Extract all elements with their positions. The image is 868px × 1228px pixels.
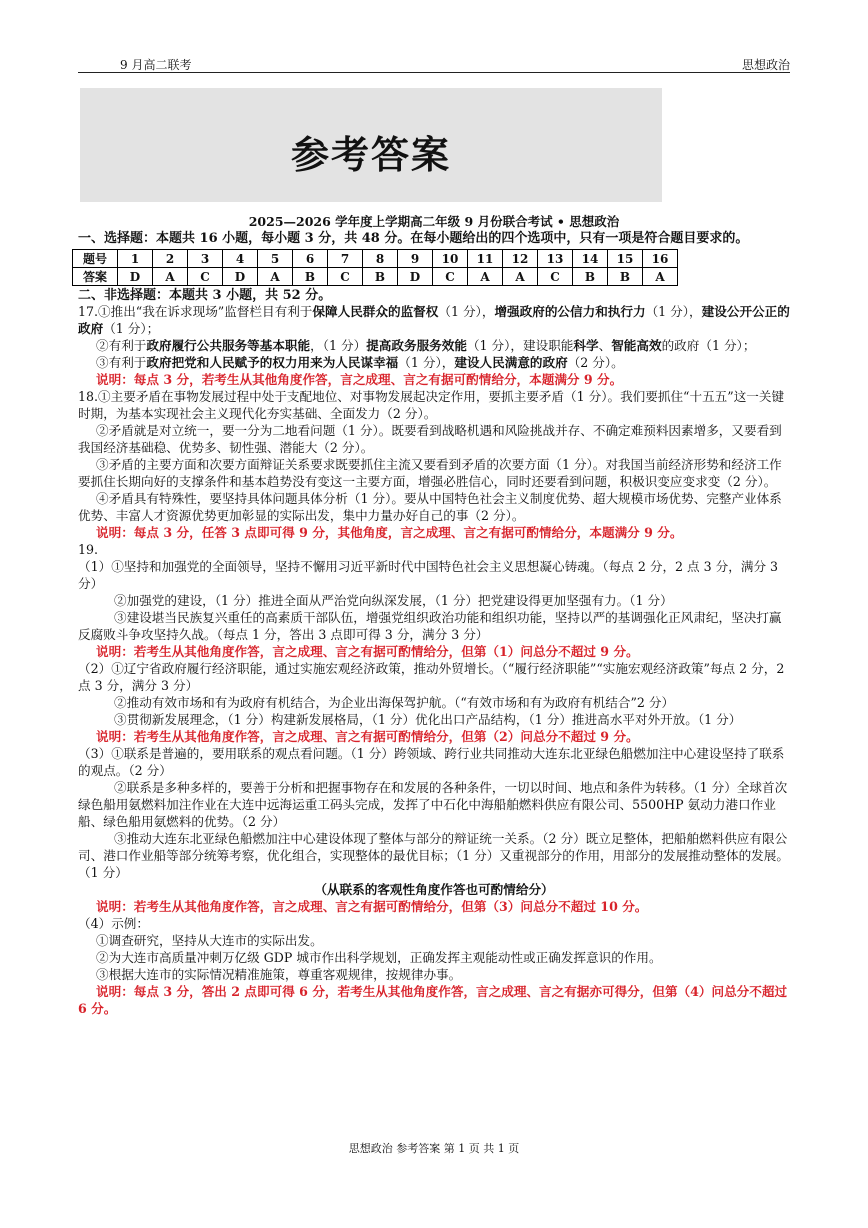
q19-s4-heading: （4）示例： <box>78 916 149 931</box>
question-number-cell: 12 <box>503 250 538 268</box>
doc-title: 2025—2026 学年度上学期高二年级 9 月份联合考试 • 思想政治 <box>248 214 620 229</box>
question-number-cell: 15 <box>608 250 643 268</box>
banner-title: 参考答案 <box>290 132 451 177</box>
q19-s3-center-note: （从联系的客观性角度作答也可酌情给分） <box>314 882 554 897</box>
section-1-heading: 一、选择题：本题共 16 小题，每小题 3 分，共 48 分。在每小题给出的四个选项中，只有一项是符合题目要求的。 <box>78 231 749 246</box>
question-number-cell: 7 <box>328 250 363 268</box>
answer-cell: C <box>328 268 363 286</box>
answer-cell: A <box>258 268 293 286</box>
q19-s4-point-3: ③根据大连市的实际情况精准施策，尊重客观规律，按规律办事。 <box>96 967 462 982</box>
answer-cell: C <box>188 268 223 286</box>
q19-s2-point-1: （2）①辽宁省政府履行经济职能，通过实施宏观经济政策，推动外贸增长。（“履行经济职能”“实施宏观经济政策”每点 2 分，2 点 3 分，满分 3 分） <box>78 661 785 693</box>
answer-content <box>78 213 790 1017</box>
question-number-cell: 8 <box>363 250 398 268</box>
q17-point-2: ②有利于政府履行公共服务等基本职能，（1 分）提高政务服务效能（1 分），建设职能科学、智能高效的政府（1 分）； <box>96 338 756 353</box>
q19-s1-point-3: ③建设堪当民族复兴重任的高素质干部队伍，增强党组织政治功能和组织功能，坚持以严的基调强化正风肃纪，坚决打赢反腐败斗争攻坚持久战。（每点 1 分，答出 3 点即可得 3 分，满分 3 分） <box>78 610 782 642</box>
table-row-numbers <box>73 250 678 268</box>
question-number-cell: 6 <box>293 250 328 268</box>
header-left: 9 月高二联考 <box>120 58 192 72</box>
table-row-answers <box>73 268 678 286</box>
question-number-cell: 1 <box>118 250 153 268</box>
q19-s4-point-1: ①调查研究，坚持从大连市的实际出发。 <box>96 933 323 948</box>
question-number-cell: 11 <box>468 250 503 268</box>
answer-cell: B <box>293 268 328 286</box>
header-right: 思想政治 <box>741 58 790 72</box>
q19-s3-point-1: （3）①联系是普遍的，要用联系的观点看问题。（1 分）跨领域、跨行业共同推动大连东北亚绿色船燃加注中心建设坚持了联系的观点。（2 分） <box>78 746 785 778</box>
q19-s2-point-3: ③贯彻新发展理念，（1 分）构建新发展格局，（1 分）优化出口产品结构，（1 分）推进高水平对外开放。（1 分） <box>114 712 742 727</box>
page-footer: 思想政治 参考答案 第 1 页 共 1 页 <box>348 1142 520 1155</box>
answer-cell: A <box>643 268 678 286</box>
question-number-cell: 16 <box>643 250 678 268</box>
q18-point-1: 18.①主要矛盾在事物发展过程中处于支配地位、对事物发展起决定作用，要抓主要矛盾（1 分）。我们要抓住“十五五”这一关键时期，为基本实现社会主义现代化夯实基础、全面发力（2 分）。 <box>78 389 785 421</box>
q17-point-3: ③有利于政府把党和人民赋予的权力用来为人民谋幸福（1 分），建设人民满意的政府（2 分）。 <box>96 355 624 370</box>
q18-point-4: ④矛盾具有特殊性，要坚持具体问题具体分析（1 分）。要从中国特色社会主义制度优势、超大规模市场优势、完整产业体系优势、丰富人才资源优势更加彰显的实际出发，集中力量办好自己的事（2 分）。 <box>78 491 782 523</box>
row-label-answer: 答案 <box>73 268 118 286</box>
question-number-cell: 2 <box>153 250 188 268</box>
q19-s3-point-2: ②联系是多种多样的，要善于分析和把握事物存在和发展的各种条件，一切以时间、地点和条件为转移。（1 分）全球首次绿色船用氨燃料加注作业在大连中远海运重工码头完成，发挥了中石化中海船舶燃料供应有限公司、5500HP 氨动力港口作业船、绿色船用氨燃料的优势。（2 分） <box>78 780 788 829</box>
q19-s1-point-2: ②加强党的建设，（1 分）推进全面从严治党向纵深发展，（1 分）把党建设得更加坚强有力。（1 分） <box>114 593 673 608</box>
answer-cell: D <box>398 268 433 286</box>
q19-s2-note: 说明：若考生从其他角度作答，言之成理、言之有据可酌情给分，但第（2）问总分不超过 9 分。 <box>96 729 639 744</box>
q19-s3-point-3: ③推动大连东北亚绿色船燃加注中心建设体现了整体与部分的辩证统一关系。（2 分）既立足整体，把船舶燃料供应有限公司、港口作业船等部分统筹考察，优化组合，实现整体的最优目标；（1 分）又重视部分的作用，用部分的发展推动整体的发展。（1 分） <box>78 831 789 880</box>
question-number-cell: 13 <box>538 250 573 268</box>
row-label-number: 题号 <box>73 250 118 268</box>
answer-table <box>72 249 678 286</box>
question-number-cell: 9 <box>398 250 433 268</box>
answer-cell: D <box>223 268 258 286</box>
q18-point-2: ②矛盾就是对立统一，要一分为二地看问题（1 分）。既要看到战略机遇和风险挑战并存、不确定难预料因素增多，又要看到我国经济基础稳、优势多、韧性强、潜能大（2 分）。 <box>78 423 782 455</box>
q19-s4-note: 说明：每点 3 分，答出 2 点即可得 6 分，若考生从其他角度作答，言之成理、言之有据亦可得分，但第（4）问总分不超过 6 分。 <box>78 984 788 1016</box>
q19-s2-point-2: ②推动有效市场和有为政府有机结合，为企业出海保驾护航。（“有效市场和有为政府有机结合”2 分） <box>114 695 675 710</box>
answer-cell: C <box>433 268 468 286</box>
q19-number: 19. <box>78 542 99 557</box>
q17-note: 说明：每点 3 分，若考生从其他角度作答，言之成理、言之有据可酌情给分，本题满分 9 分。 <box>96 372 623 387</box>
section-2-heading: 二、非选择题：本题共 3 小题，共 52 分。 <box>78 288 332 303</box>
question-number-cell: 4 <box>223 250 258 268</box>
question-number-cell: 14 <box>573 250 608 268</box>
title-banner <box>80 88 662 202</box>
q19-s3-note: 说明：若考生从其他角度作答，言之成理、言之有据可酌情给分，但第（3）问总分不超过 10 分。 <box>96 899 648 914</box>
answer-cell: B <box>573 268 608 286</box>
answer-cell: B <box>608 268 643 286</box>
question-number-cell: 5 <box>258 250 293 268</box>
q18-point-3: ③矛盾的主要方面和次要方面辩证关系要求既要抓住主流又要看到矛盾的次要方面（1 分）。对我国当前经济形势和经济工作要抓住长期向好的支撑条件和基本趋势没有变这一主要方面，增强必胜信心，同时还要看到问题，积极识变应变求变（2 分）。 <box>78 457 782 489</box>
answer-cell: A <box>468 268 503 286</box>
answer-cell: A <box>503 268 538 286</box>
answer-cell: D <box>118 268 153 286</box>
header-divider <box>78 72 790 73</box>
answer-cell: B <box>363 268 398 286</box>
q19-s1-note: 说明：若考生从其他角度作答，言之成理、言之有据可酌情给分，但第（1）问总分不超过 9 分。 <box>96 644 639 659</box>
question-number-cell: 10 <box>433 250 468 268</box>
answer-cell: C <box>538 268 573 286</box>
q18-note: 说明：每点 3 分，任答 3 点即可得 9 分，其他角度，言之成理、言之有据可酌情给分，本题满分 9 分。 <box>96 525 683 540</box>
q17-point-1: 17.①推出“我在诉求现场”监督栏目有利于保障人民群众的监督权（1 分），增强政府的公信力和执行力（1 分），建设公开公正的政府（1 分）； <box>78 304 790 336</box>
answer-cell: A <box>153 268 188 286</box>
q19-s1-point-1: （1）①坚持和加强党的全面领导，坚持不懈用习近平新时代中国特色社会主义思想凝心铸魂。（每点 2 分，2 点 3 分，满分 3 分） <box>78 559 779 591</box>
question-number-cell: 3 <box>188 250 223 268</box>
q19-s4-point-2: ②为大连市高质量冲刺万亿级 GDP 城市作出科学规划，正确发挥主观能动性或正确发挥意识的作用。 <box>96 950 662 965</box>
